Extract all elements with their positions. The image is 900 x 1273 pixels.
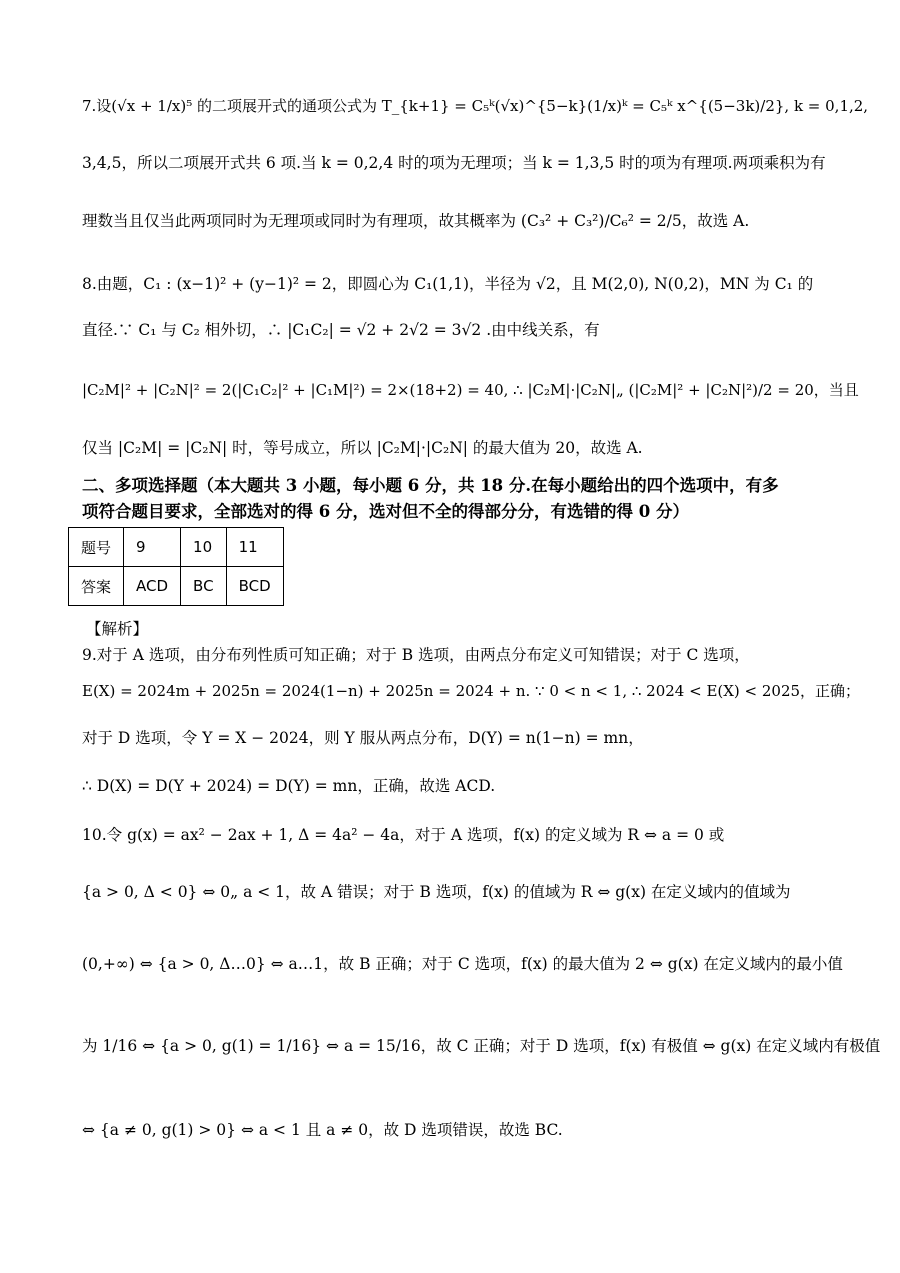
q7-line-2: 3,4,5，所以二项展开式共 6 项.当 k = 0,2,4 时的项为无理项；当 k = 1,3,5 时的项为有理项.两项乘积为有 xyxy=(82,154,826,172)
question-number-cell: 10 xyxy=(181,528,227,567)
q10-line-1: 10.令 g(x) = ax² − 2ax + 1, Δ = 4a² − 4a，对于 A 选项，f(x) 的定义域为 R ⇔ a = 0 或 xyxy=(82,826,725,844)
q9-line-1: 9.对于 A 选项，由分布列性质可知正确；对于 B 选项，由两点分布定义可知错误；对于 C 选项， xyxy=(82,646,750,664)
q9-line-4: ∴ D(X) = D(Y + 2024) = D(Y) = mn，正确，故选 ACD. xyxy=(82,777,496,795)
answer-header-cell: 答案 xyxy=(69,567,124,606)
q8-line-2: 直径.∵ C₁ 与 C₂ 相外切，∴ |C₁C₂| = √2 + 2√2 = 3√2 .由中线关系，有 xyxy=(82,321,600,339)
section-2-heading-line-1: 二、多项选择题（本大题共 3 小题，每小题 6 分，共 18 分.在每小题给出的四个选项中，有多 xyxy=(82,476,779,495)
q8-line-4: 仅当 |C₂M| = |C₂N| 时，等号成立，所以 |C₂M|·|C₂N| 的最大值为 20，故选 A. xyxy=(82,439,643,457)
answer-table xyxy=(68,527,284,606)
q10-line-3: (0,+∞) ⇔ {a > 0, Δ…0} ⇔ a…1，故 B 正确；对于 C 选项，f(x) 的最大值为 2 ⇔ g(x) 在定义域内的最小值 xyxy=(82,955,843,973)
q9-line-2: E(X) = 2024m + 2025n = 2024(1−n) + 2025n = 2024 + n. ∵ 0 < n < 1, ∴ 2024 < E(X) < 2025，正确； xyxy=(82,682,861,700)
q10-line-4: 为 1/16 ⇔ {a > 0, g(1) = 1/16} ⇔ a = 15/16，故 C 正确；对于 D 选项，f(x) 有极值 ⇔ g(x) 在定义域内有极值 xyxy=(82,1037,881,1055)
answer-cell: BCD xyxy=(226,567,283,606)
analysis-label: 【解析】 xyxy=(86,620,149,638)
q8-line-3: |C₂M|² + |C₂N|² = 2(|C₁C₂|² + |C₁M|²) = 2×(18+2) = 40, ∴ |C₂M|·|C₂N|„ (|C₂M|² + |C₂N|²)/2 = 20，当且 xyxy=(82,381,859,399)
q8-line-1: 8.由题，C₁ : (x−1)² + (y−1)² = 2，即圆心为 C₁(1,1)，半径为 √2，且 M(2,0), N(0,2)，MN 为 C₁ 的 xyxy=(82,275,814,293)
answer-table-question-row xyxy=(69,528,284,567)
question-number-cell: 9 xyxy=(124,528,181,567)
section-2-heading-line-2: 项符合题目要求，全部选对的得 6 分，选对但不全的得部分分，有选错的得 0 分） xyxy=(82,502,689,521)
question-header-cell: 题号 xyxy=(69,528,124,567)
q7-line-1: 7.设(√x + 1/x)⁵ 的二项展开式的通项公式为 T_{k+1} = C₅ᵏ(√x)^{5−k}(1/x)ᵏ = C₅ᵏ x^{(5−3k)/2}, k = 0,1,2, xyxy=(82,97,869,115)
q10-line-2: {a > 0, Δ < 0} ⇔ 0„ a < 1，故 A 错误；对于 B 选项，f(x) 的值域为 R ⇔ g(x) 在定义域内的值域为 xyxy=(82,883,791,901)
answer-table-answer-row xyxy=(69,567,284,606)
question-number-cell: 11 xyxy=(226,528,283,567)
q10-line-5: ⇔ {a ≠ 0, g(1) > 0} ⇔ a < 1 且 a ≠ 0，故 D 选项错误，故选 BC. xyxy=(82,1121,563,1139)
q7-line-3: 理数当且仅当此两项同时为无理项或同时为有理项，故其概率为 (C₃² + C₃²)/C₆² = 2/5，故选 A. xyxy=(82,212,750,230)
q9-line-3: 对于 D 选项，令 Y = X − 2024，则 Y 服从两点分布，D(Y) = n(1−n) = mn， xyxy=(82,729,644,747)
answer-cell: ACD xyxy=(124,567,181,606)
answer-cell: BC xyxy=(181,567,227,606)
